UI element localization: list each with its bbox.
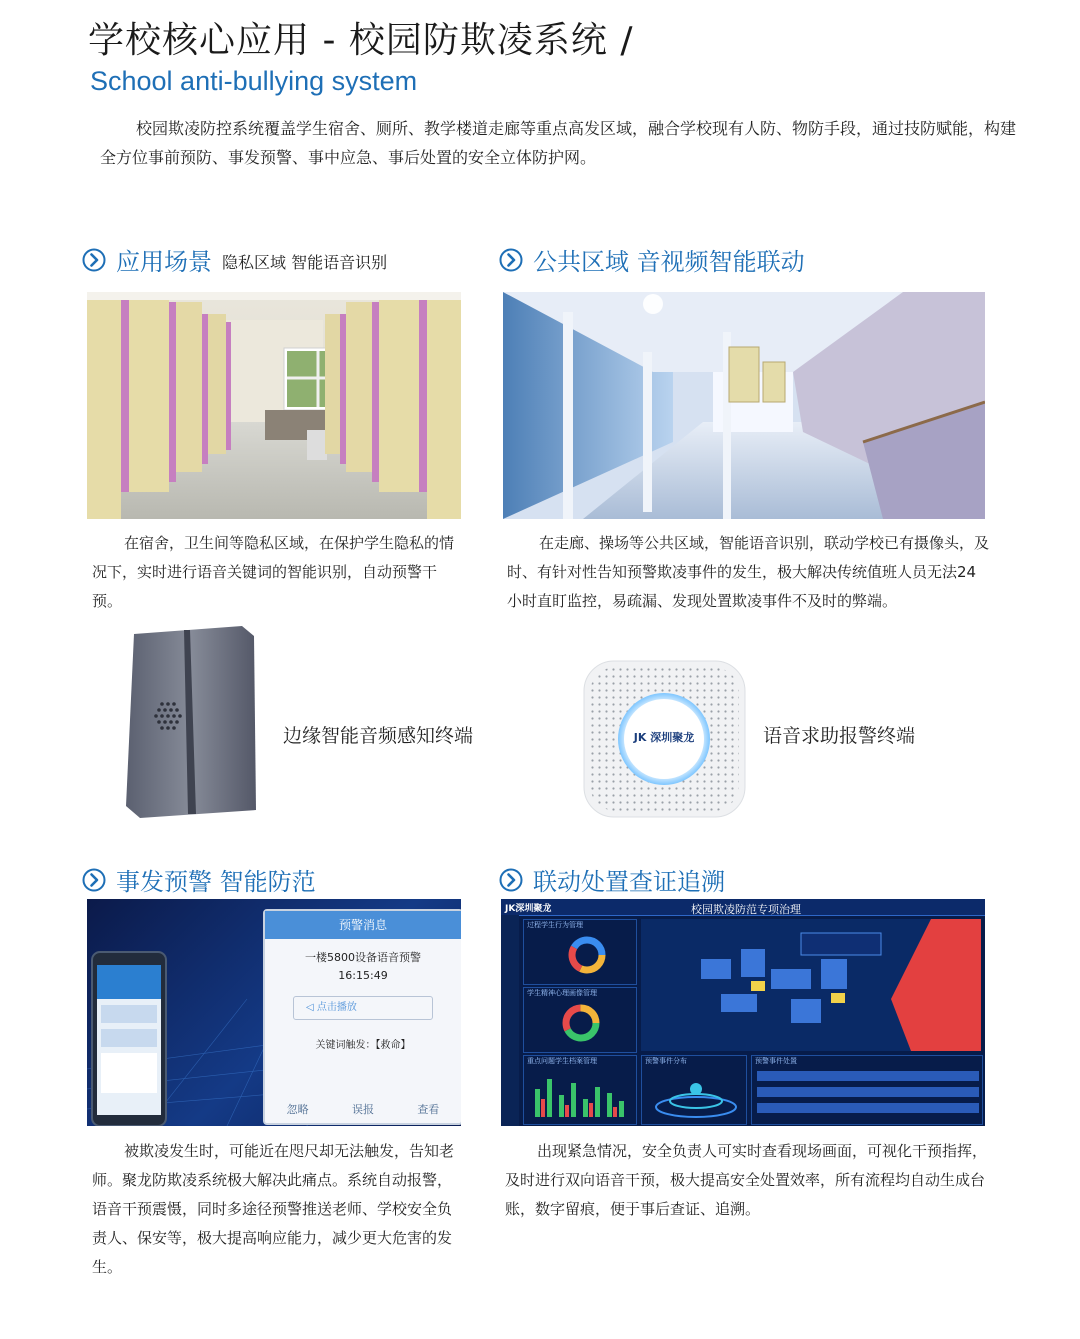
ignore-button[interactable]: 忽略 <box>286 1103 309 1116</box>
page-title: 学校核心应用 - 校园防欺凌系统 / <box>88 20 634 61</box>
intro-paragraph: 校园欺凌防控系统覆盖学生宿舍、厕所、教学楼道走廊等重点高发区域，融合学校现有人防、物防手段，通过技防赋能，构建全方位事前预防、事发预警、事中应急、事后处置的安全立体防护网。 <box>100 119 1017 167</box>
section-subtitle: 隐私区域 智能语音识别 <box>222 253 388 272</box>
voice-help-terminal-image <box>582 659 747 819</box>
phone-mockup <box>91 951 167 1126</box>
alert-description: 被欺凌发生时，可能近在咫尺却无法触发，告知老师。聚龙防欺凌系统极大解决此痛点。系统自动报警，语音干预震慑，同时多途径预警推送老师、学校安全负责人、保安等，极大提高响应能力，减少更大危害的发生。 <box>92 1142 455 1276</box>
section-heading-scene <box>82 242 387 277</box>
panel-handling: 预警事件处置 <box>755 1057 797 1065</box>
edge-audio-terminal-label: 边缘智能音频感知终端 <box>283 725 474 747</box>
voice-help-terminal-label: 语音求助报警终端 <box>763 725 916 747</box>
panel-behavior: 过程学生行为管理 <box>527 921 583 929</box>
public-description: 在走廊、操场等公共区域，智能语音识别，联动学校已有摄像头，及时、有针对性告知预警欺凌事件的发生，极大解决传统值班人员无法24小时直盯监控，易疏漏、发现处置欺凌事件不及时的弊端。 <box>507 534 990 610</box>
page-subtitle: School anti-bullying system <box>90 66 418 96</box>
dashboard-brand: JK深圳聚龙 <box>505 904 552 914</box>
dashboard-image <box>501 899 985 1126</box>
response-description: 出现紧急情况，安全负责人可实时查看现场画面，可视化干预指挥，及时进行双向语音干预，极大提高安全处置效率，所有流程均自动生成台账，数字留痕，便于事后查证、追溯。 <box>505 1142 988 1218</box>
corridor-image <box>503 292 985 519</box>
false-alarm-button[interactable]: 误报 <box>351 1103 374 1116</box>
play-audio-button[interactable]: ◁ 点击播放 <box>293 996 433 1020</box>
panel-psychology: 学生精神心理画像管理 <box>527 989 597 997</box>
scene-description: 在宿舍，卫生间等隐私区域，在保护学生隐私的情况下，实时进行语音关键词的智能识别，自动预警干预。 <box>92 534 455 610</box>
panel-archive: 重点问题学生档案管理 <box>527 1057 597 1065</box>
section-heading-public <box>499 242 805 277</box>
chevron-circle-icon <box>499 248 523 272</box>
section-heading-response <box>499 862 725 897</box>
dashboard-title: 校园欺凌防范专项治理 <box>691 903 801 916</box>
chevron-circle-icon <box>499 868 523 892</box>
section-title: 公共区域 音视频智能联动 <box>533 248 805 276</box>
restroom-image <box>87 292 461 519</box>
brand-logo: JK 深圳聚龙 <box>633 731 695 744</box>
section-title: 应用场景 <box>116 248 212 276</box>
view-button[interactable]: 查看 <box>417 1103 440 1116</box>
section-heading-alert <box>82 862 316 897</box>
play-icon: ◁ <box>306 1002 317 1013</box>
alert-message: 一楼5800设备语音预警 <box>305 951 421 964</box>
alert-popup-header: 预警消息 <box>265 911 461 939</box>
alert-keyword: 关键词触发：【救命】 <box>315 1040 411 1051</box>
alert-screen-image <box>87 899 461 1126</box>
alert-popup <box>263 909 461 1125</box>
panel-distribution: 预警事件分布 <box>645 1057 687 1065</box>
chevron-circle-icon <box>82 868 106 892</box>
alert-time: 16:15:49 <box>338 969 388 982</box>
section-title: 联动处置查证追溯 <box>533 868 725 896</box>
chevron-circle-icon <box>82 248 106 272</box>
edge-audio-terminal-image <box>122 624 260 820</box>
section-title: 事发预警 智能防范 <box>116 868 316 896</box>
